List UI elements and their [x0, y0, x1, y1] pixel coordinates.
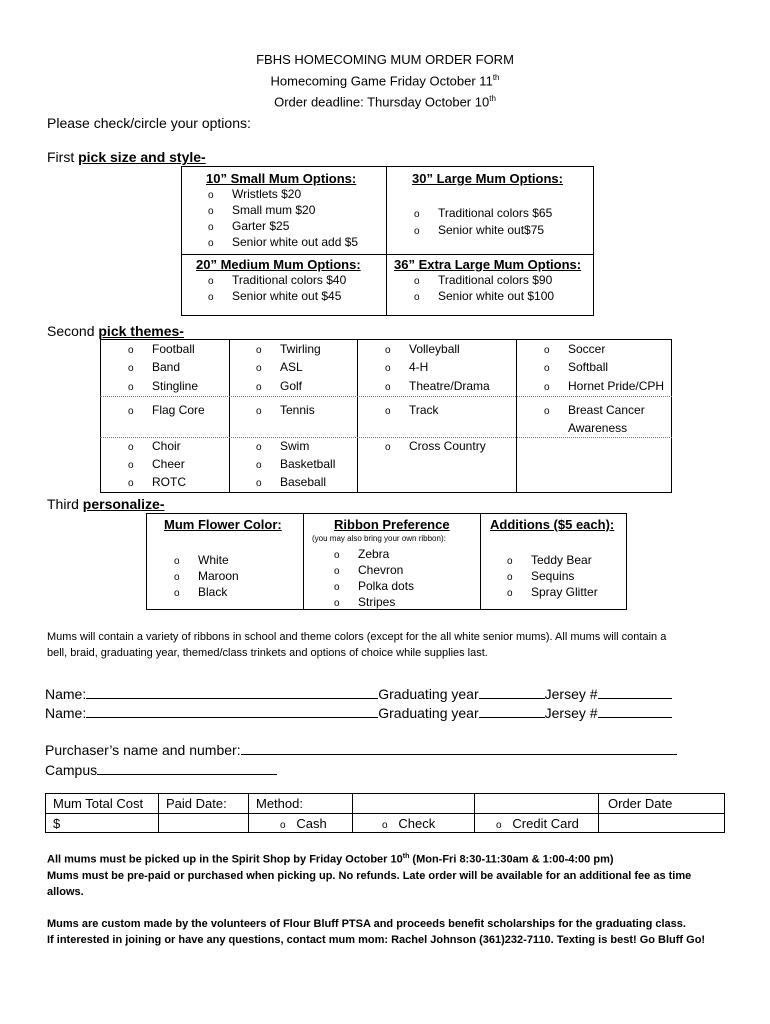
pickup-sup: th — [402, 853, 410, 860]
payment-row-divider — [45, 813, 725, 814]
xlarge-option-label: Senior white out $100 — [438, 289, 555, 303]
step2-prefix: Second — [47, 323, 99, 339]
theme-label: Flag Core — [152, 403, 205, 417]
notice-line: bell, braid, graduating year, themed/class trinkets and options of choice while supplies last. — [47, 647, 488, 659]
jersey-label: Jersey # — [544, 686, 598, 702]
theme-label: ASL — [280, 360, 303, 374]
step1-label: pick size and style- — [78, 149, 206, 165]
theme-option[interactable]: o Basketball — [256, 457, 336, 471]
graduating-year-label: Graduating year — [378, 705, 479, 721]
theme-option[interactable]: o Cross Country — [385, 439, 486, 453]
name-field[interactable] — [86, 684, 378, 699]
pickup-notice — [47, 853, 614, 866]
addition-option-label: Teddy Bear — [531, 553, 592, 567]
graduating-year-field[interactable] — [479, 684, 545, 699]
contact-notice: If interested in joining or have any questions, contact mum mom: Rachel Johnson (361)232-7110. Texting is best! Go Bluff Go! — [47, 934, 706, 946]
purchaser-label: Purchaser’s name and number: — [45, 742, 241, 758]
large-option[interactable]: o Traditional colors $65 — [414, 206, 553, 220]
ribbon-heading: Ribbon Preference — [334, 517, 450, 532]
notice-line: Mums will contain a variety of ribbons in school and theme colors (except for the all white senior mums). All mums will contain a — [47, 631, 667, 643]
prepaid-notice: Mums must be pre-paid or purchased when picking up. No refunds. Late order will be available for an additional fee as time — [47, 870, 692, 882]
credit-card-label: Credit Card — [512, 816, 579, 831]
ribbon-option[interactable]: o Zebra — [334, 547, 390, 561]
ribbon-option[interactable]: o Chevron — [334, 563, 404, 577]
campus-field[interactable] — [97, 760, 277, 775]
cash-option[interactable]: o Cash — [280, 816, 327, 831]
additions-heading: Additions ($5 each): — [490, 517, 615, 532]
name-label: Name: — [45, 705, 87, 721]
themes-col-divider — [516, 339, 517, 493]
ribbon-option[interactable]: o Stripes — [334, 595, 396, 609]
size-table-divider — [386, 166, 387, 316]
campus-label: Campus — [45, 762, 98, 778]
theme-label: Cheer — [152, 457, 185, 471]
theme-label: Swim — [280, 439, 310, 453]
personalize-divider — [480, 513, 481, 610]
flower-color-heading: Mum Flower Color: — [164, 517, 282, 532]
flower-option-label: Maroon — [198, 569, 239, 583]
step3-heading — [47, 496, 165, 512]
step1-prefix: First — [47, 149, 79, 165]
check-option[interactable]: o Check — [382, 816, 436, 831]
theme-label: Softball — [568, 360, 609, 374]
addition-option-label: Spray Glitter — [531, 585, 598, 599]
large-option-label: Traditional colors $65 — [438, 206, 553, 220]
game-date — [0, 73, 770, 88]
theme-option[interactable]: o Twirling — [256, 342, 321, 356]
small-option-label: Senior white out add $5 — [232, 235, 359, 249]
graduating-year-label: Graduating year — [378, 686, 479, 702]
step1-heading — [47, 149, 206, 165]
theme-option[interactable]: o Track — [385, 403, 439, 417]
themes-col-divider — [229, 339, 230, 493]
xlarge-option[interactable]: o Traditional colors $90 — [414, 273, 553, 287]
theme-option[interactable]: o Hornet Pride/CPH — [544, 379, 665, 393]
theme-option[interactable]: o ROTC — [128, 475, 186, 489]
theme-label: Stingline — [152, 379, 199, 393]
order-deadline-text: Order deadline: Thursday October 10 — [274, 94, 490, 110]
xlarge-option[interactable]: o Senior white out $100 — [414, 289, 555, 303]
ribbon-option-label: Chevron — [358, 563, 404, 577]
xlarge-mum-heading: 36” Extra Large Mum Options: — [394, 257, 582, 272]
theme-option[interactable]: o Theatre/Drama — [385, 379, 490, 393]
small-option-label: Wristlets $20 — [232, 187, 302, 201]
pickup-text: All mums must be picked up in the Spirit Shop by Friday October 10 — [47, 853, 403, 866]
theme-option[interactable]: o Volleyball — [385, 342, 460, 356]
theme-option[interactable]: o Swim — [256, 439, 310, 453]
theme-label: 4-H — [409, 360, 429, 374]
medium-mum-heading: 20” Medium Mum Options: — [196, 257, 361, 272]
medium-option-label: Traditional colors $40 — [232, 273, 347, 287]
game-date-sup: th — [492, 73, 500, 82]
theme-label: Track — [409, 403, 439, 417]
addition-option-label: Sequins — [531, 569, 575, 583]
large-option[interactable]: o Senior white out$75 — [414, 223, 545, 237]
cash-label: Cash — [296, 816, 327, 831]
graduating-year-field[interactable] — [479, 703, 545, 718]
theme-label: Choir — [152, 439, 181, 453]
theme-option[interactable]: o ASL — [256, 360, 303, 374]
ribbon-option[interactable]: o Polka dots — [334, 579, 415, 593]
jersey-field[interactable] — [598, 703, 672, 718]
jersey-field[interactable] — [598, 684, 672, 699]
theme-label: Golf — [280, 379, 303, 393]
step3-prefix: Third — [47, 496, 83, 512]
large-mum-heading: 30” Large Mum Options: — [412, 171, 563, 186]
theme-label: Soccer — [568, 342, 606, 356]
flower-option[interactable]: o Black — [174, 585, 228, 599]
theme-label: Band — [152, 360, 181, 374]
addition-option[interactable]: o Spray Glitter — [507, 585, 598, 599]
purchaser-field[interactable] — [241, 740, 677, 755]
theme-label: Twirling — [280, 342, 321, 356]
check-label: Check — [398, 816, 436, 831]
size-table-row-divider — [181, 254, 594, 255]
flower-option[interactable]: o White — [174, 553, 229, 567]
theme-option[interactable]: o Golf — [256, 379, 303, 393]
theme-label: Volleyball — [409, 342, 460, 356]
volunteers-notice: Mums are custom made by the volunteers of Flour Bluff PTSA and proceeds benefit scholarships for the graduating class. — [47, 918, 686, 930]
dollar-sign: $ — [53, 816, 61, 831]
small-option-label: Garter $25 — [232, 219, 290, 233]
theme-label: Hornet Pride/CPH — [568, 379, 665, 393]
xlarge-option-label: Traditional colors $90 — [438, 273, 553, 287]
small-option[interactable]: o Wristlets $20 — [208, 187, 302, 201]
purchaser-row — [45, 740, 677, 758]
theme-option[interactable]: o Baseball — [256, 475, 327, 489]
small-mum-heading: 10” Small Mum Options: — [206, 171, 357, 186]
small-option[interactable]: o Senior white out add $5 — [208, 235, 359, 249]
theme-label: Tennis — [280, 403, 315, 417]
order-deadline-sup: th — [489, 94, 496, 103]
themes-col-divider — [357, 339, 358, 493]
theme-option[interactable]: o Band — [128, 360, 181, 374]
addition-option[interactable]: o Teddy Bear — [507, 553, 592, 567]
step3-label: personalize- — [82, 496, 165, 512]
pickup-hours: (Mon-Fri 8:30-11:30am & 1:00-4:00 pm) — [409, 853, 614, 866]
theme-option[interactable]: o 4-H — [385, 360, 429, 374]
theme-option[interactable]: o Cheer — [128, 457, 185, 471]
themes-row-divider — [100, 437, 672, 438]
ribbon-option-label: Zebra — [358, 547, 390, 561]
flower-option[interactable]: o Maroon — [174, 569, 239, 583]
method-label: Method: — [256, 796, 303, 811]
theme-label: Cross Country — [409, 439, 486, 453]
ribbon-option-label: Polka dots — [358, 579, 415, 593]
theme-label: Breast Cancer — [568, 403, 645, 417]
medium-option[interactable]: o Senior white out $45 — [208, 289, 342, 303]
instructions: Please check/circle your options: — [47, 115, 251, 131]
theme-option[interactable]: o Breast Cancer — [544, 403, 645, 417]
credit-card-option[interactable]: o Credit Card — [496, 816, 579, 831]
addition-option[interactable]: o Sequins — [507, 569, 575, 583]
form-title: FBHS HOMECOMING MUM ORDER FORM — [256, 52, 514, 67]
theme-option[interactable]: o Choir — [128, 439, 181, 453]
prepaid-notice-cont: allows. — [47, 886, 84, 898]
small-option[interactable]: o Garter $25 — [208, 219, 290, 233]
medium-option[interactable]: o Traditional colors $40 — [208, 273, 347, 287]
theme-label-continued: Awareness — [568, 421, 628, 435]
themes-row-divider — [100, 396, 672, 397]
theme-label: ROTC — [152, 475, 186, 489]
step2-heading — [47, 323, 184, 339]
name-row-2 — [45, 703, 672, 721]
campus-row — [45, 760, 277, 778]
theme-option[interactable]: o Football — [128, 342, 195, 356]
name-row-1 — [45, 684, 672, 702]
order-deadline — [0, 94, 770, 109]
theme-label: Football — [152, 342, 195, 356]
ribbon-note: (you may also bring your own ribbon): — [312, 534, 446, 543]
medium-option-label: Senior white out $45 — [232, 289, 342, 303]
theme-option[interactable]: o Stingline — [128, 379, 199, 393]
flower-option-label: Black — [198, 585, 228, 599]
name-label: Name: — [45, 686, 87, 702]
large-option-label: Senior white out$75 — [438, 223, 545, 237]
flower-option-label: White — [198, 553, 229, 567]
order-date-label: Order Date — [608, 796, 673, 811]
personalize-divider — [303, 513, 304, 610]
name-field[interactable] — [86, 703, 378, 718]
theme-label: Theatre/Drama — [409, 379, 490, 393]
theme-option[interactable]: o Softball — [544, 360, 609, 374]
paid-date-label: Paid Date: — [166, 796, 227, 811]
ribbon-option-label: Stripes — [358, 595, 396, 609]
small-option-label: Small mum $20 — [232, 203, 316, 217]
theme-label: Baseball — [280, 475, 327, 489]
theme-label: Basketball — [280, 457, 336, 471]
game-date-text: Homecoming Game Friday October 11 — [270, 73, 493, 89]
small-option[interactable]: o Small mum $20 — [208, 203, 316, 217]
total-cost-label: Mum Total Cost — [53, 796, 144, 811]
step2-label: pick themes- — [98, 323, 184, 339]
theme-option[interactable]: o Tennis — [256, 403, 315, 417]
theme-option[interactable]: o Flag Core — [128, 403, 205, 417]
theme-option[interactable]: o Soccer — [544, 342, 606, 356]
jersey-label: Jersey # — [544, 705, 598, 721]
